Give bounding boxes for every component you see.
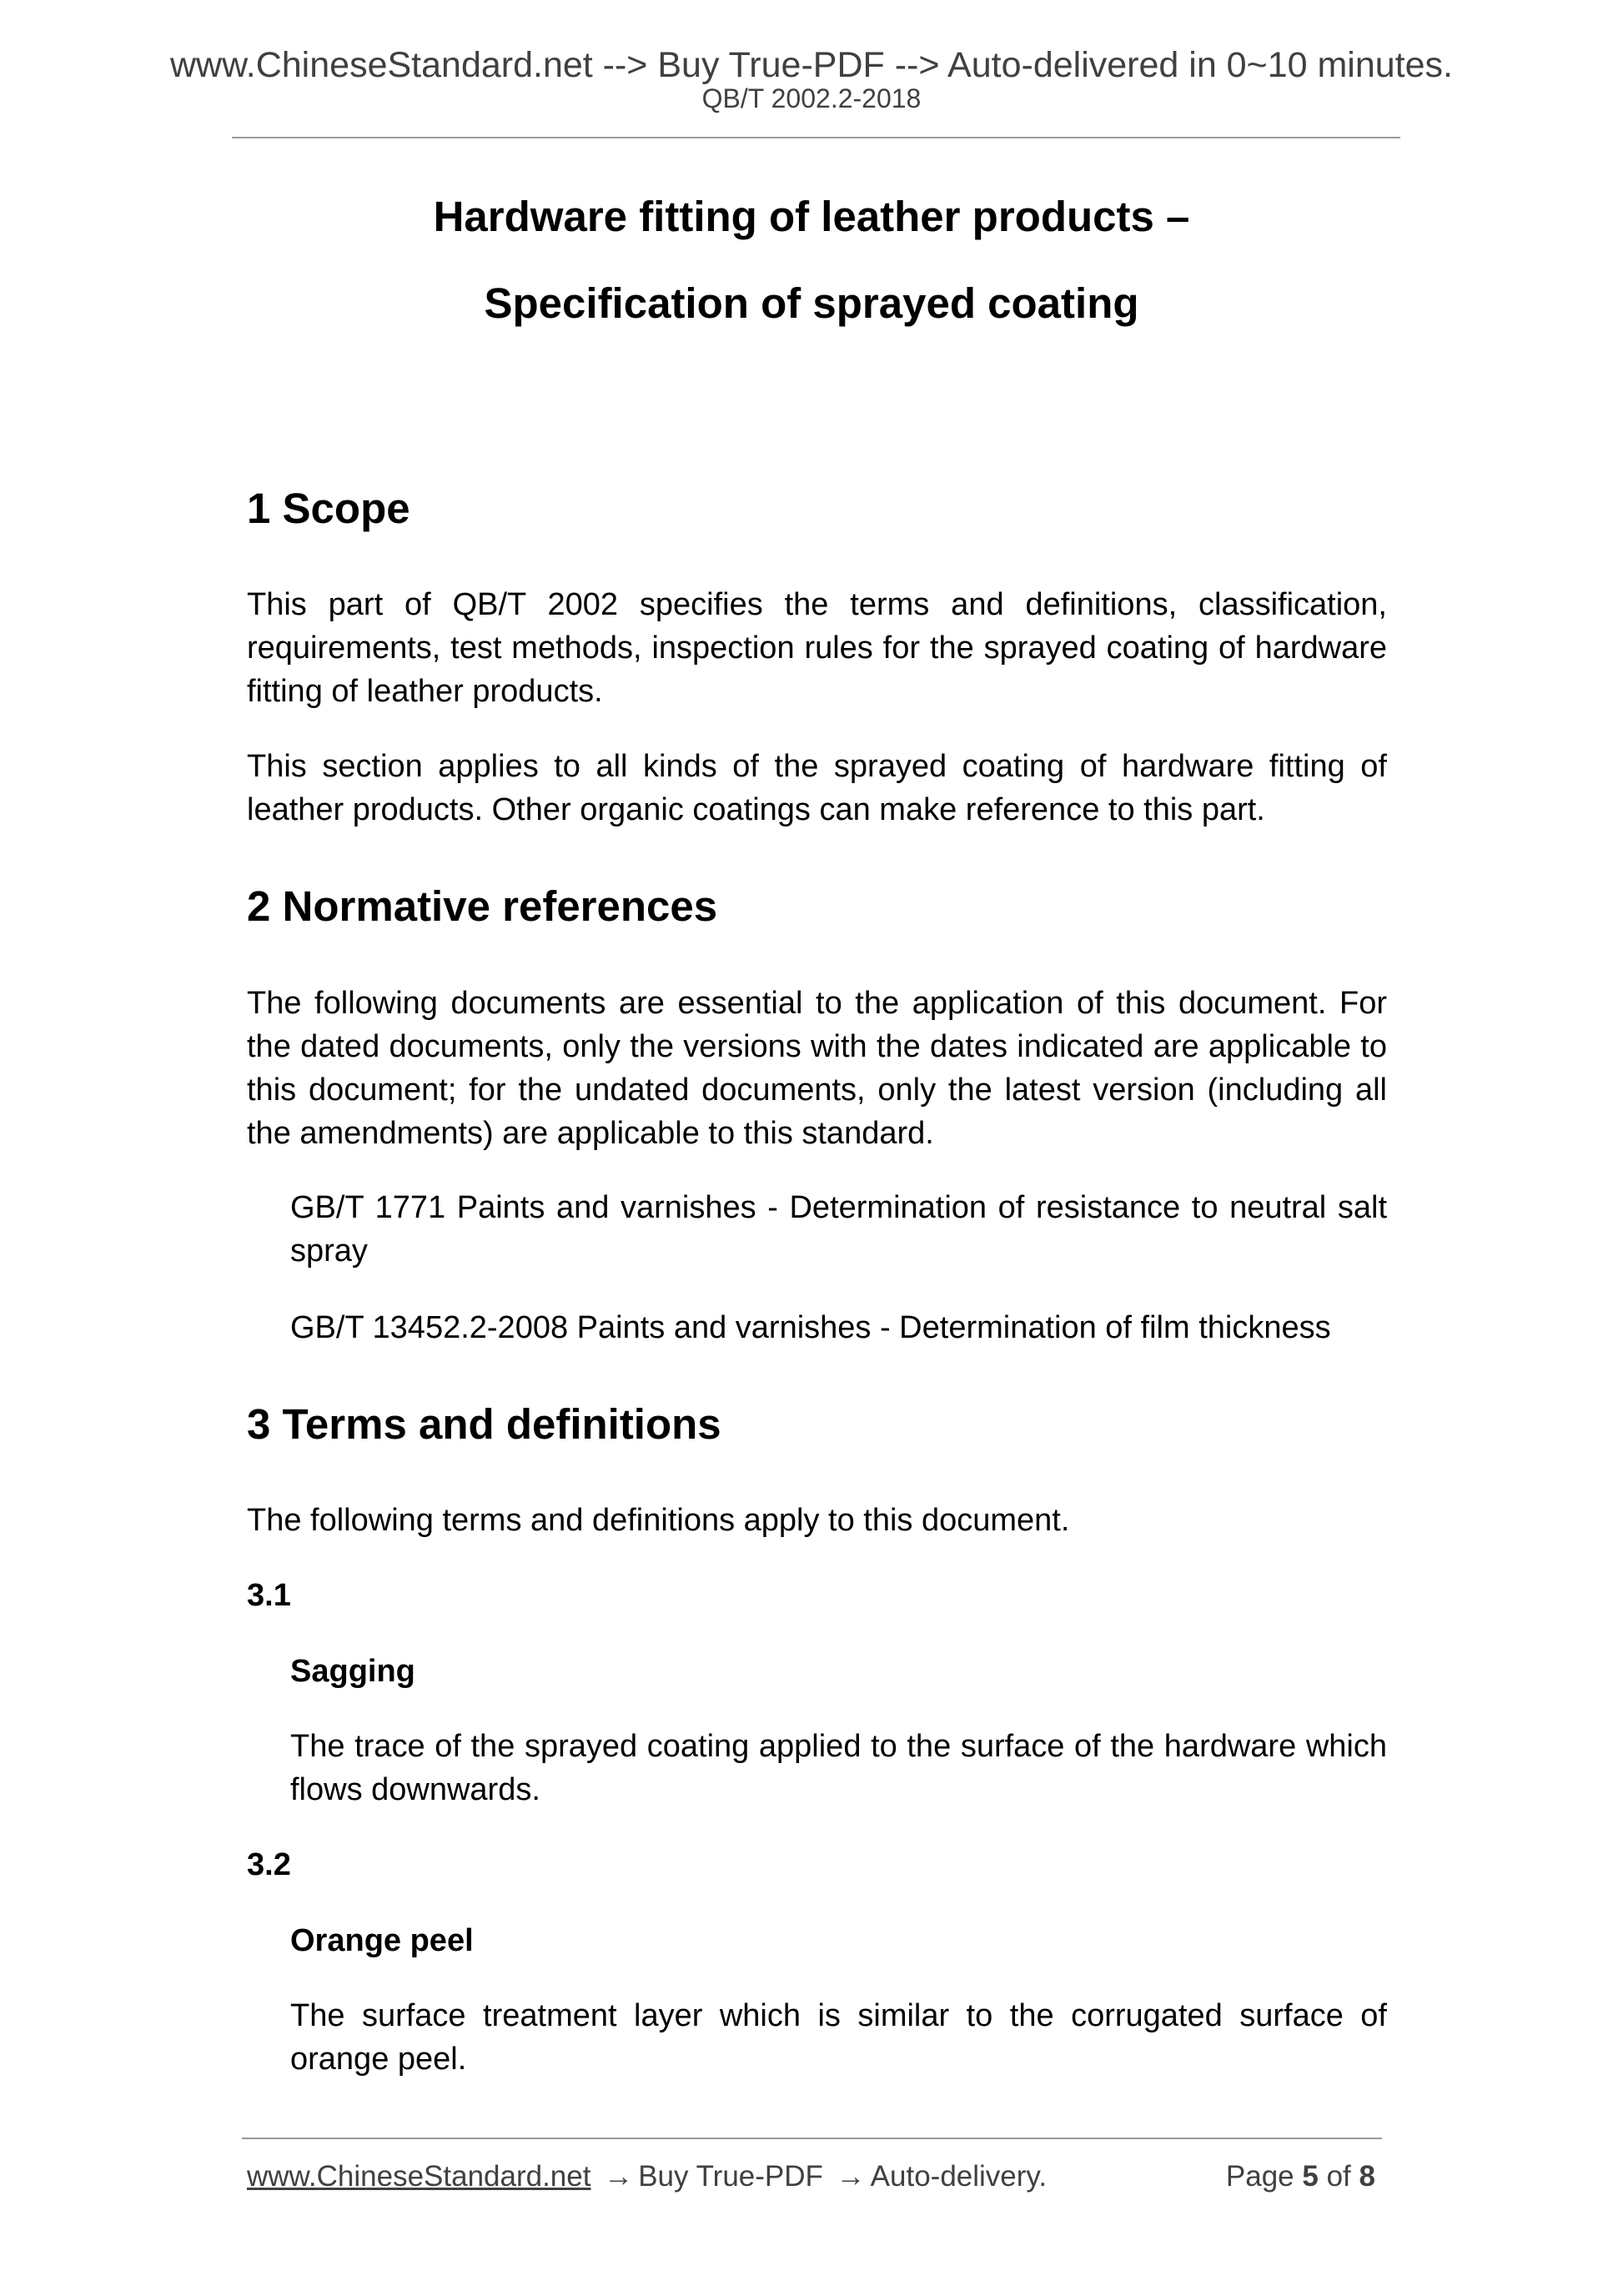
normative-reference-1: GB/T 1771 Paints and varnishes - Determination of resistance to neutral salt spray bbox=[290, 1190, 1387, 1269]
header-divider bbox=[232, 137, 1400, 138]
page-label: Page bbox=[1225, 2160, 1294, 2193]
total-page-number: 8 bbox=[1359, 2160, 1375, 2193]
section-heading-scope: 1 Scope bbox=[247, 485, 410, 532]
normative-reference-2: GB/T 13452.2-2008 Paints and varnishes - Determination of film thickness bbox=[290, 1310, 1331, 1345]
current-page-number: 5 bbox=[1302, 2160, 1319, 2193]
definition-orange-peel: The surface treatment layer which is similar to the corrugated surface of orange peel. bbox=[290, 1998, 1387, 2077]
page-indicator bbox=[1226, 2157, 1375, 2197]
term-orange-peel: Orange peel bbox=[290, 1923, 474, 1958]
section-heading-normative-references: 2 Normative references bbox=[247, 882, 718, 930]
normative-paragraph: The following documents are essential to the application of this document. For the dated documents, only the versions with the dates indicated are applicable to this document; for the undated documents, only the latest version (including all the amendments) are applicable to this standard. bbox=[247, 986, 1387, 1151]
definition-sagging: The trace of the sprayed coating applied to the surface of the hardware which flows downwards. bbox=[290, 1729, 1387, 1807]
footer-delivery-text: Auto-delivery. bbox=[870, 2160, 1048, 2193]
document-title-line-2: Specification of sprayed coating bbox=[484, 279, 1139, 327]
footer-divider bbox=[242, 2138, 1382, 2139]
footer-site-link[interactable]: www.ChineseStandard.net bbox=[247, 2160, 591, 2193]
scope-paragraph-1: This part of QB/T 2002 specifies the terms and definitions, classification, requirements, test methods, inspection rules for the sprayed coating of hardware fitting of leather products. bbox=[247, 587, 1387, 709]
terms-intro: The following terms and definitions apply to this document. bbox=[247, 1503, 1070, 1538]
clause-number-3-1: 3.1 bbox=[247, 1578, 291, 1613]
of-label: of bbox=[1326, 2160, 1351, 2193]
section-heading-terms-definitions: 3 Terms and definitions bbox=[247, 1400, 721, 1448]
arrow-right-icon: → bbox=[836, 2160, 866, 2193]
scope-paragraph-2: This section applies to all kinds of the sprayed coating of hardware fitting of leather products. Other organic coatings can make reference to this part. bbox=[247, 749, 1387, 827]
page-footer bbox=[247, 2157, 1375, 2197]
standard-code: QB/T 2002.2-2018 bbox=[701, 83, 922, 113]
clause-number-3-2: 3.2 bbox=[247, 1847, 291, 1882]
site-banner: www.ChineseStandard.net --> Buy True-PDF --> Auto-delivered in 0~10 minutes. bbox=[169, 45, 1453, 85]
term-sagging: Sagging bbox=[290, 1654, 415, 1689]
document-title-line-1: Hardware fitting of leather products – bbox=[433, 193, 1190, 240]
arrow-right-icon: → bbox=[604, 2160, 634, 2193]
footer-buy-text: Buy True-PDF bbox=[638, 2160, 823, 2193]
